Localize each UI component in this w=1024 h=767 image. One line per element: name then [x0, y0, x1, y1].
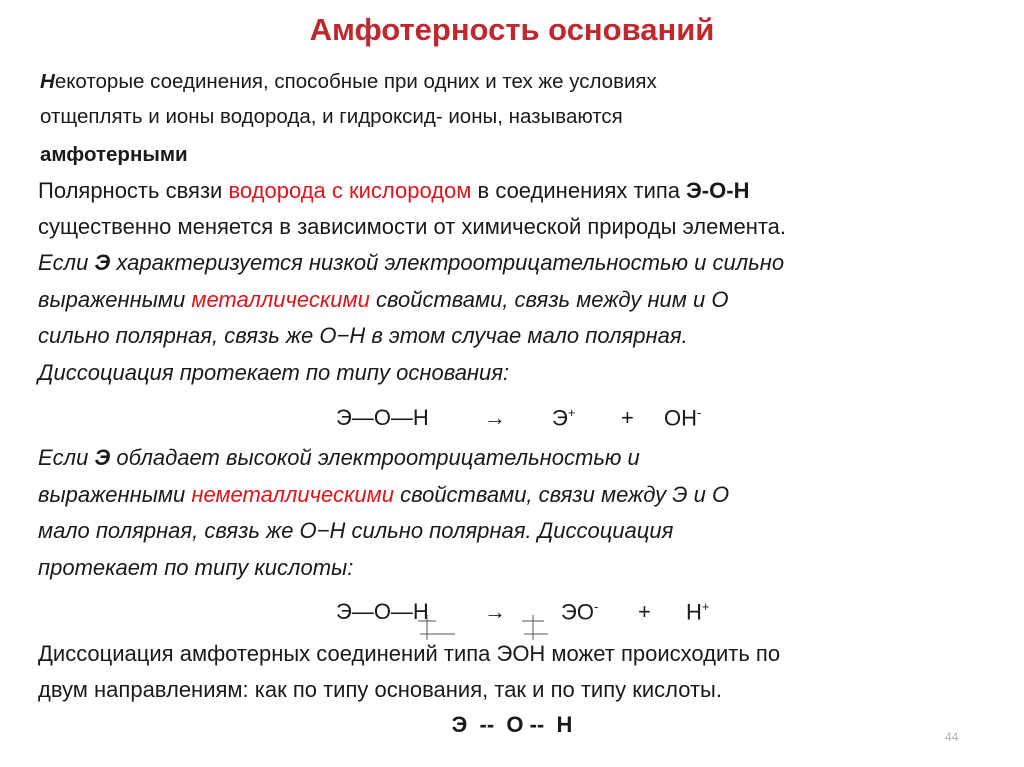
polarity-line-2: существенно меняется в зависимости от химической природы элемента. [38, 214, 787, 239]
base-eq-product-2-symbol: ОН [664, 405, 697, 431]
base-eq-plus: + [621, 405, 634, 430]
acid-eq-product-1-charge: - [593, 599, 599, 614]
base-case-line-4: Диссоциация протекает по типу основания: [38, 360, 510, 385]
base-case-line-3: сильно полярная, связь же О−Н в этом случае мало полярная. [38, 323, 688, 348]
base-eq-product-1-symbol: Э [552, 405, 568, 431]
acid-eq-product-2-charge: + [701, 599, 710, 614]
acid-eq-reactant: Э—О—Н [336, 599, 429, 624]
definition-term: амфотерными [40, 143, 188, 166]
base-eq-arrow: → [484, 405, 506, 430]
polarity-text-a: Полярность связи [38, 178, 229, 203]
acid-case-element: Э [94, 445, 111, 470]
acid-eq-arrow: → [484, 599, 506, 624]
base-case-text-d: свойствами, связь между ним и О [369, 287, 729, 312]
acid-case-line-4: протекает по типу кислоты: [38, 555, 354, 580]
base-case-text-a: Если [38, 250, 95, 275]
conclusion-line-2: двум направлениям: как по типу основания, так и по типу кислоты. [38, 677, 722, 702]
acid-eq-plus: + [638, 599, 651, 624]
polarity-highlight: водорода с кислородом [228, 178, 472, 203]
base-case-text-c: выраженными [38, 287, 192, 312]
acid-case-text-b: обладает высокой электроотрицательностью и [110, 445, 640, 470]
acid-case-text-a: Если [38, 445, 95, 470]
base-case-text-b: характеризуется низкой электроотрицательностью и сильно [110, 250, 785, 275]
polarity-text-b: в соединениях типа [471, 178, 687, 203]
amphoteric-formula: Э -- О -- Н [451, 712, 573, 737]
acid-case-line-3: мало полярная, связь же О−Н сильно полярная. Диссоциация [38, 518, 674, 543]
page-number: 44 [945, 730, 959, 744]
base-case-highlight: металлическими [191, 287, 370, 312]
definition-line-1-text: екоторые соединения, способные при одних и тех же условиях [54, 70, 657, 93]
definition-line-2: отщеплять и ионы водорода, и гидроксид- ионы, называются [40, 105, 623, 128]
definition-initial: Н [40, 70, 55, 93]
slide-title: Амфотерность оснований [309, 12, 715, 47]
base-eq-product-2-charge: - [697, 405, 702, 420]
base-case-element: Э [94, 250, 111, 275]
base-eq-product-1-charge: + [567, 405, 576, 420]
conclusion-line-1: Диссоциация амфотерных соединений типа ЭОН может происходить по [38, 641, 781, 666]
acid-eq-product-2-symbol: Н [686, 599, 702, 625]
polarity-formula: Э-О-Н [686, 178, 750, 203]
acid-case-highlight: неметаллическими [191, 482, 394, 507]
acid-case-text-c: выраженными [38, 482, 192, 507]
acid-case-text-d: свойствами, связи между Э и О [393, 482, 730, 507]
base-eq-reactant: Э—О—Н [336, 405, 429, 430]
acid-eq-product-1-symbol: ЭО [561, 599, 594, 625]
